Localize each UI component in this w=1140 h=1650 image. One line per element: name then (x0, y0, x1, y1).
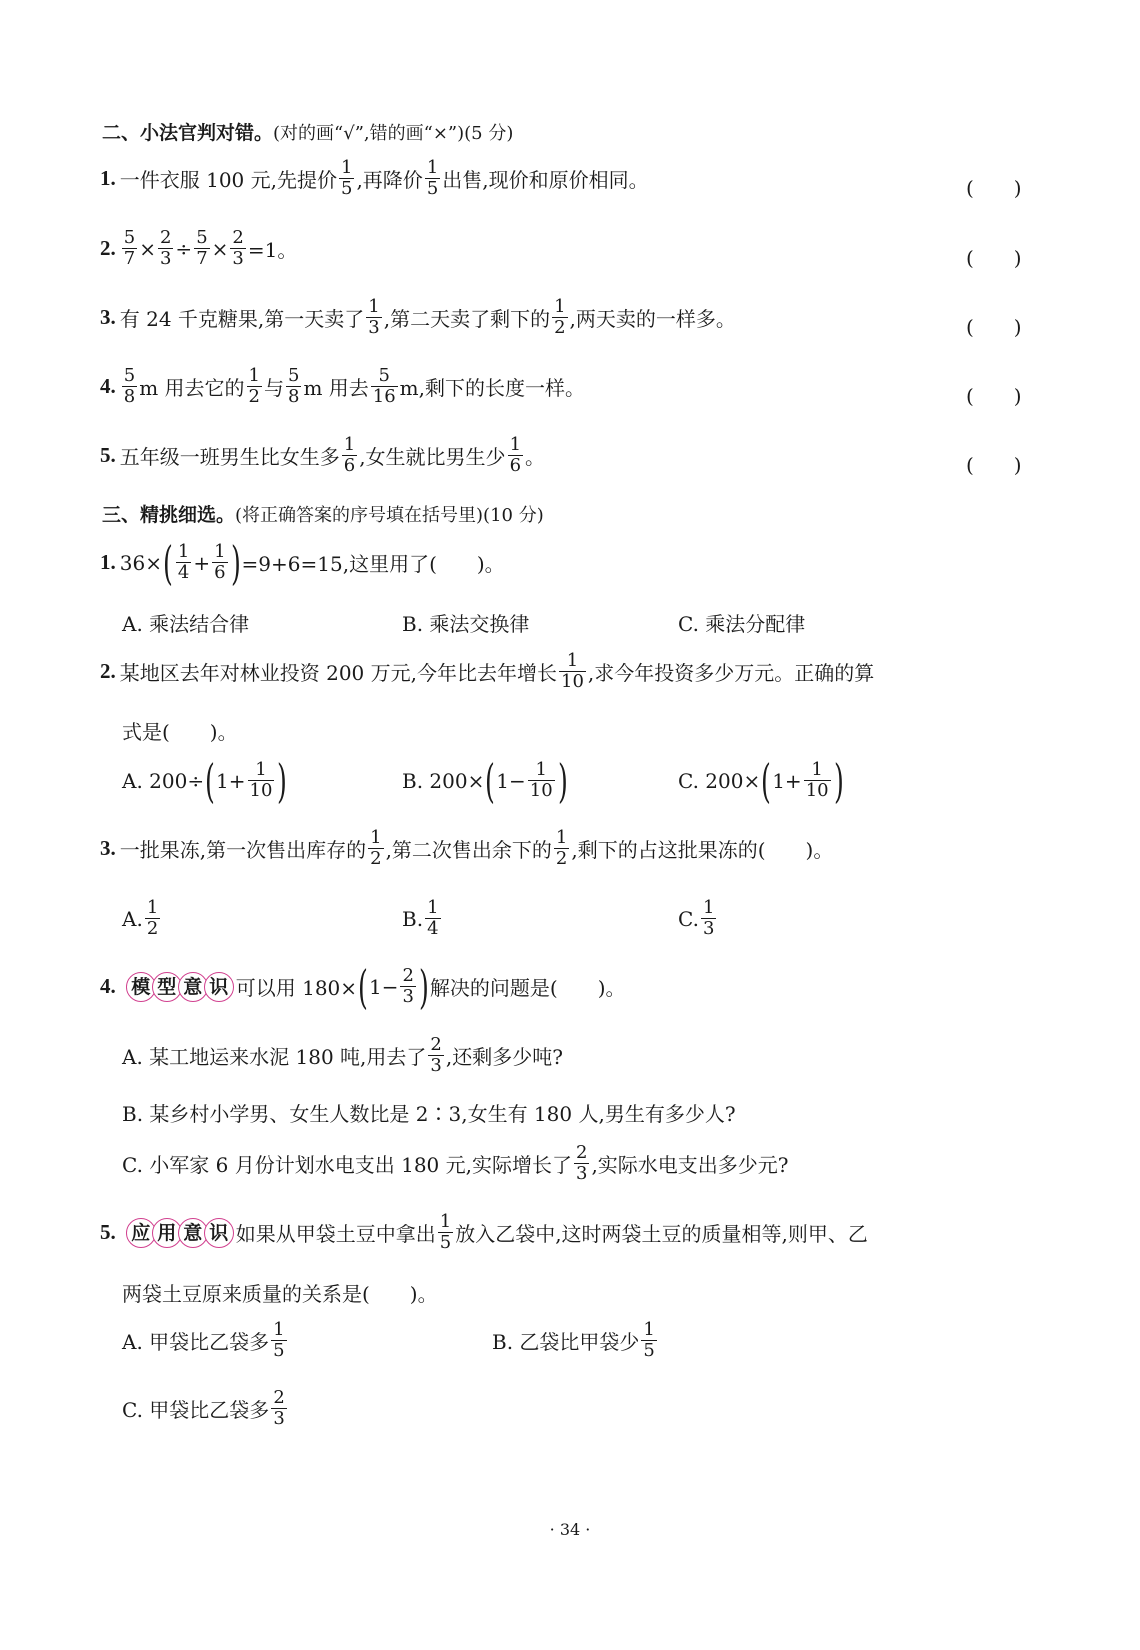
option-a[interactable] (122, 1035, 563, 1076)
choice-question-1 (100, 535, 505, 590)
fraction: $\frac{1}{5}$ (426, 157, 439, 199)
question-number: 3. (100, 305, 116, 329)
question-text: 有 24 千克糖果,第一天卖了 (119, 307, 365, 331)
choice-question-4 (100, 959, 626, 1014)
option-a[interactable] (122, 1320, 289, 1361)
option-a[interactable] (122, 753, 288, 808)
question-text: m 用去它的 (139, 376, 245, 400)
page-number: · 34 · (549, 1520, 591, 1539)
question-text: ,剩下的占这批果冻的( )。 (571, 838, 834, 862)
option-label: C. 200× (678, 768, 761, 793)
choice-question-5 (100, 1212, 868, 1253)
question-text: 一批果冻,第一次售出库存的 (119, 838, 367, 862)
question-text: ,第二次售出余下的 (385, 838, 552, 862)
fraction: $\frac{1}{2}$ (555, 827, 568, 869)
option-c[interactable] (678, 898, 718, 939)
option-b[interactable] (402, 898, 443, 939)
left-paren: ( (163, 535, 173, 590)
option-text: A. 某工地运来水泥 180 吨,用去了 (122, 1045, 427, 1069)
option-a[interactable]: A. 乘法结合律 (122, 612, 250, 636)
judge-question-1 (100, 158, 649, 199)
question-text: m 用去 (303, 376, 369, 400)
fraction: $\frac{1}{2}$ (248, 365, 260, 407)
question-number: 4. (100, 374, 116, 398)
fraction: $\frac{1}{5}$ (341, 157, 353, 199)
fraction: $\frac{1}{3}$ (368, 296, 380, 338)
question-number: 1. (100, 550, 116, 574)
right-paren: ) (833, 753, 844, 808)
left-paren: ( (358, 959, 368, 1014)
option-b[interactable] (402, 753, 569, 808)
fraction: $\frac{2}{3}$ (159, 227, 172, 269)
option-label: B. 200× (402, 768, 485, 793)
question-text-cont: 两袋土豆原来质量的关系是( )。 (122, 1282, 438, 1306)
question-text: ,女生就比男生少 (359, 445, 506, 469)
fraction: $\frac{1}{6}$ (343, 434, 356, 476)
fraction: $\frac{1}{10}$ (529, 759, 553, 801)
question-text: 出售,现价和原价相同。 (442, 168, 649, 192)
option-label: A. (122, 906, 143, 931)
question-text: ,第二天卖了剩下的 (383, 307, 551, 331)
question-text: 解决的问题是( )。 (429, 976, 626, 1000)
option-c[interactable] (122, 1143, 789, 1184)
question-text: 与 (263, 376, 284, 400)
section-2-heading (102, 118, 513, 145)
option-text: B. 乙袋比甲袋少 (492, 1330, 640, 1354)
choice-question-3 (100, 828, 833, 869)
option-b[interactable]: B. 某乡村小学男、女生人数比是 2∶3,女生有 180 人,男生有多少人? (122, 1102, 736, 1126)
question-text: 一件衣服 100 元,先提价 (119, 168, 337, 192)
fraction: $\frac{1}{6}$ (509, 434, 522, 476)
application-awareness-badge: 应 用 意 识 (126, 1218, 230, 1248)
fraction: $\frac{1}{10}$ (561, 650, 584, 692)
question-text: 36× (119, 550, 162, 575)
right-paren: ) (557, 753, 568, 808)
fraction: $\frac{2}{3}$ (273, 1387, 285, 1429)
fraction: $\frac{5}{7}$ (196, 227, 208, 269)
question-text: 1− (369, 974, 399, 999)
option-label: A. 200÷ (122, 768, 205, 793)
question-number: 3. (100, 836, 116, 860)
judge-question-2 (100, 228, 297, 269)
fraction: $\frac{1}{6}$ (214, 541, 226, 583)
fraction: $\frac{1}{5}$ (439, 1211, 452, 1253)
operator: + (193, 550, 211, 575)
option-text: C. 甲袋比乙袋多 (122, 1398, 270, 1422)
option-label: B. (402, 906, 424, 931)
option-b[interactable]: B. 乘法交换律 (402, 612, 530, 636)
question-text: 五年级一班男生比女生多 (119, 445, 340, 469)
model-awareness-badge: 模 型 意 识 (126, 972, 230, 1002)
option-a[interactable] (122, 898, 162, 939)
option-text: ,还剩多少吨? (445, 1045, 563, 1069)
choice-question-2 (100, 651, 874, 692)
left-paren: ( (485, 753, 496, 808)
option-label: C. (678, 906, 699, 931)
question-number: 1. (100, 166, 116, 190)
right-paren: ) (277, 753, 288, 808)
right-paren: ) (418, 959, 429, 1014)
option-c[interactable] (122, 1388, 289, 1429)
question-text: =1。 (247, 238, 298, 262)
left-paren: ( (205, 753, 216, 808)
answer-blank[interactable]: ( ) (966, 246, 1022, 270)
fraction: $\frac{1}{10}$ (805, 759, 829, 801)
fraction: $\frac{5}{7}$ (123, 227, 136, 269)
question-number: 4. (100, 974, 116, 998)
question-number: 5. (100, 1220, 116, 1244)
option-text: 1− (496, 768, 526, 793)
judge-question-3 (100, 297, 736, 338)
answer-blank[interactable]: ( ) (966, 453, 1022, 477)
fraction: $\frac{1}{4}$ (427, 897, 439, 939)
section-3-heading (102, 500, 544, 527)
section-2-title: 二、小法官判对错。 (102, 122, 274, 144)
option-text: ,实际水电支出多少元? (591, 1153, 789, 1177)
operator: × (211, 236, 229, 261)
left-paren: ( (761, 753, 772, 808)
answer-blank[interactable]: ( ) (966, 176, 1022, 200)
option-text: 1+ (772, 768, 802, 793)
judge-question-4 (100, 366, 585, 407)
question-text: 可以用 180× (235, 976, 358, 1000)
question-number: 5. (100, 443, 116, 467)
option-text: 1+ (216, 768, 246, 793)
operator: × (139, 236, 156, 261)
question-number: 2. (100, 659, 116, 683)
question-text: =9+6=15,这里用了( )。 (241, 552, 505, 576)
fraction: $\frac{2}{3}$ (430, 1034, 442, 1076)
operator: ÷ (175, 236, 193, 261)
option-b[interactable] (492, 1320, 659, 1361)
section-3-title: 三、精挑细选。 (102, 504, 236, 526)
question-text-cont: 式是( )。 (122, 720, 238, 744)
question-text: 某地区去年对林业投资 200 万元,今年比去年增长 (119, 661, 557, 685)
fraction: $\frac{1}{3}$ (702, 897, 715, 939)
judge-question-5 (100, 435, 545, 476)
option-text: A. 甲袋比乙袋多 (122, 1330, 270, 1354)
fraction: $\frac{5}{16}$ (372, 365, 396, 407)
fraction: $\frac{1}{10}$ (249, 759, 273, 801)
fraction: $\frac{5}{8}$ (287, 365, 300, 407)
section-3-note: (将正确答案的序号填在括号里)(10 分) (235, 504, 544, 526)
question-text: ,再降价 (356, 168, 423, 192)
question-text: 。 (525, 445, 546, 469)
fraction: $\frac{5}{8}$ (123, 365, 136, 407)
answer-blank[interactable]: ( ) (966, 315, 1022, 339)
fraction: $\frac{1}{4}$ (177, 541, 190, 583)
option-c[interactable] (678, 753, 845, 808)
question-text: 放入乙袋中,这时两袋土豆的质量相等,则甲、乙 (455, 1222, 868, 1246)
option-c[interactable]: C. 乘法分配律 (678, 612, 806, 636)
fraction: $\frac{1}{2}$ (146, 897, 159, 939)
right-paren: ) (230, 535, 241, 590)
fraction: $\frac{1}{2}$ (554, 296, 566, 338)
question-text: m,剩下的长度一样。 (399, 376, 585, 400)
fraction: $\frac{2}{3}$ (232, 227, 244, 269)
fraction: $\frac{1}{5}$ (273, 1319, 285, 1361)
question-number: 2. (100, 236, 116, 260)
fraction: $\frac{1}{2}$ (370, 827, 382, 869)
fraction: $\frac{2}{3}$ (402, 965, 414, 1007)
question-text: ,求今年投资多少万元。正确的算 (587, 661, 875, 685)
fraction: $\frac{1}{5}$ (643, 1319, 655, 1361)
section-2-note: (对的画“√”,错的画“×”)(5 分) (273, 122, 514, 144)
option-text: C. 小军家 6 月份计划水电支出 180 元,实际增长了 (122, 1153, 572, 1177)
answer-blank[interactable]: ( ) (966, 384, 1022, 408)
fraction: $\frac{2}{3}$ (576, 1142, 588, 1184)
question-text: 如果从甲袋土豆中拿出 (235, 1222, 436, 1246)
question-text: ,两天卖的一样多。 (569, 307, 736, 331)
